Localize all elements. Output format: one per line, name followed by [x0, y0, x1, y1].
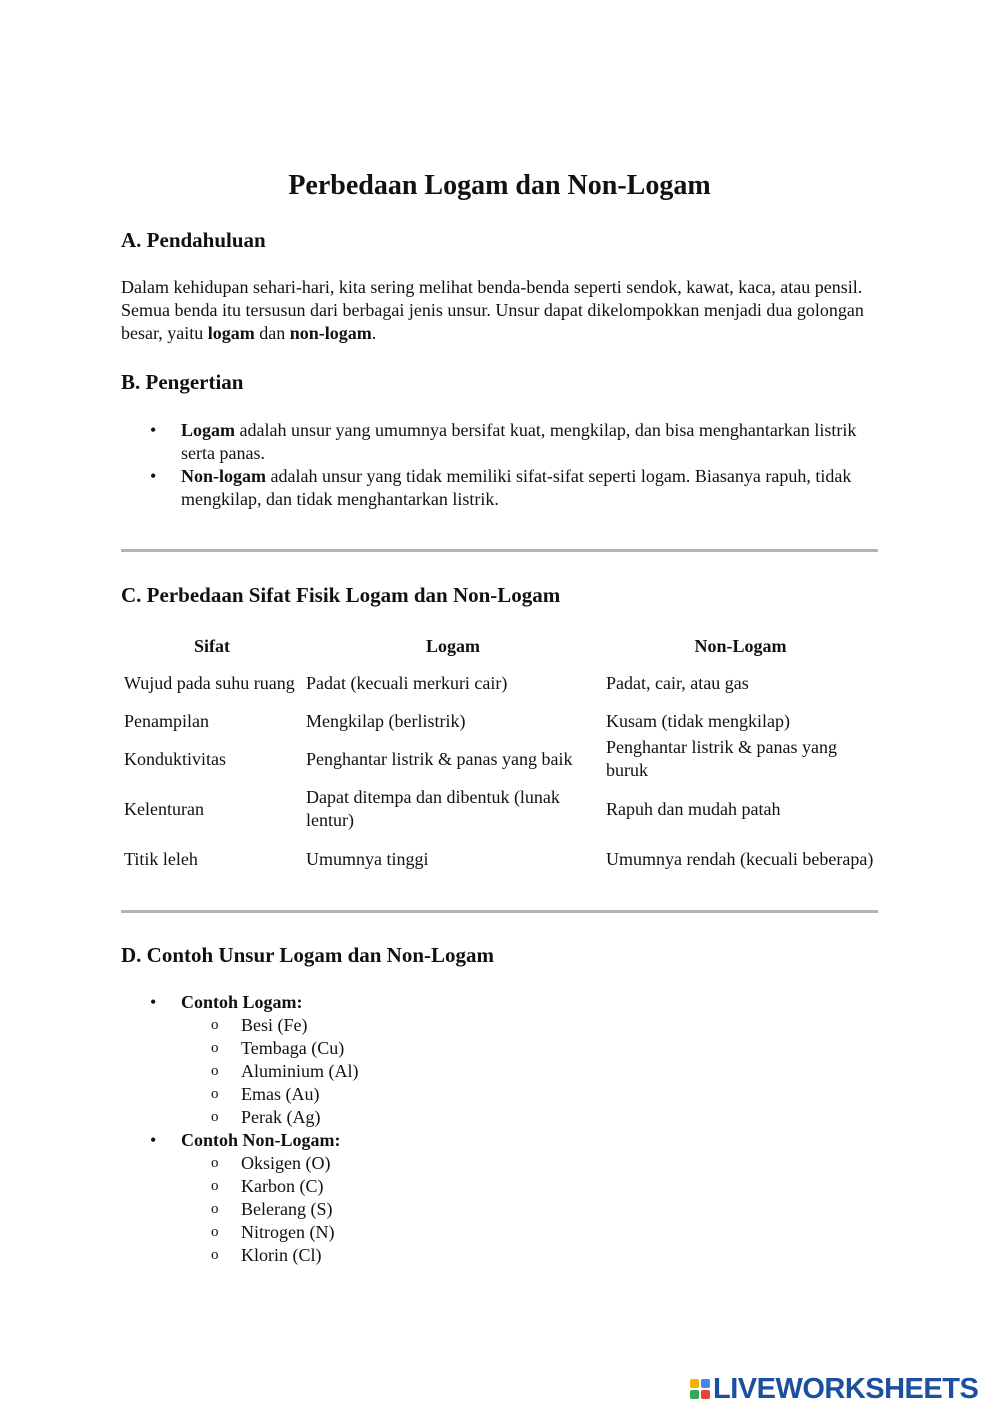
list-item: o Emas (Au)	[211, 1084, 320, 1104]
section-c-heading: C. Perbedaan Sifat Fisik Logam dan Non-Logam	[121, 583, 561, 607]
list-item: o Aluminium (Al)	[211, 1061, 359, 1081]
list-item: o Nitrogen (N)	[211, 1222, 335, 1242]
definition-text: adalah unsur yang umumnya bersifat kuat, mengkilap, dan bisa menghantarkan listrik serta panas.	[181, 420, 857, 463]
circle-bullet-icon: o	[211, 1155, 219, 1171]
table-row	[121, 708, 878, 734]
table-cell: Umumnya tinggi	[306, 849, 429, 869]
example-group-title: • Contoh Logam:	[150, 992, 303, 1012]
table-cell: Penghantar listrik & panas yang baik	[306, 748, 573, 769]
table-cell: Konduktivitas	[124, 748, 226, 769]
logo-square	[690, 1379, 699, 1388]
example-group-title: • Contoh Non-Logam:	[150, 1130, 341, 1150]
column-header: Non-Logam	[694, 636, 787, 656]
circle-bullet-icon: o	[211, 1201, 219, 1217]
circle-bullet-icon: o	[211, 1109, 219, 1125]
comparison-table	[121, 634, 878, 885]
table-cell: Kelenturan	[124, 798, 204, 819]
liveworksheets-logo[interactable]	[690, 1373, 978, 1405]
page-title: Perbedaan Logam dan Non-Logam	[288, 170, 711, 201]
bullet-icon: •	[150, 992, 157, 1012]
intro-bold-logam: logam	[207, 323, 255, 343]
table-row	[121, 834, 878, 885]
definition-text: adalah unsur yang tidak memiliki sifat-sifat seperti logam. Biasanya rapuh, tidak mengkilap, dan tidak menghantarkan listrik.	[181, 466, 852, 509]
definition-item	[121, 465, 878, 511]
list-item: o Tembaga (Cu)	[211, 1038, 345, 1058]
table-cell: Padat, cair, atau gas	[606, 673, 749, 693]
table-cell: Padat (kecuali merkuri cair)	[306, 673, 508, 693]
table-cell: Umumnya rendah (kecuali beberapa)	[606, 849, 874, 869]
circle-bullet-icon: o	[211, 1017, 219, 1033]
column-header: Logam	[426, 636, 480, 656]
circle-bullet-icon: o	[211, 1086, 219, 1102]
definition-term: Logam	[181, 420, 235, 440]
circle-bullet-icon: o	[211, 1063, 219, 1079]
intro-paragraph	[121, 276, 878, 345]
column-header: Sifat	[194, 636, 230, 656]
logo-square	[690, 1390, 699, 1399]
table-row	[121, 734, 878, 784]
definitions-list	[121, 419, 878, 511]
list-item: o Perak (Ag)	[211, 1107, 321, 1127]
list-item: o Belerang (S)	[211, 1199, 333, 1219]
section-b-heading: B. Pengertian	[121, 370, 244, 394]
table-row	[121, 784, 878, 834]
table-cell: Wujud pada suhu ruang	[124, 673, 295, 693]
bullet-icon: •	[150, 420, 157, 440]
list-item: o Besi (Fe)	[211, 1015, 308, 1035]
divider	[121, 549, 878, 552]
circle-bullet-icon: o	[211, 1040, 219, 1056]
list-item: o Klorin (Cl)	[211, 1245, 322, 1265]
section-d-heading: D. Contoh Unsur Logam dan Non-Logam	[121, 943, 495, 967]
circle-bullet-icon: o	[211, 1247, 219, 1263]
table-header-row	[121, 634, 878, 659]
intro-text-2: dan	[254, 323, 290, 343]
table-row	[121, 659, 878, 708]
table-cell: Mengkilap (berlistrik)	[306, 710, 466, 731]
table-cell: Titik leleh	[124, 849, 198, 869]
examples-list	[121, 991, 878, 1267]
divider	[121, 910, 878, 913]
table-cell: Kusam (tidak mengkilap)	[606, 710, 790, 731]
bullet-icon: •	[150, 466, 157, 486]
intro-text-3: .	[371, 323, 377, 343]
intro-text-1: Dalam kehidupan sehari-hari, kita sering melihat benda-benda seperti sendok, kawat, kaca, atau pensil. Semua benda itu tersusun dari berbagai jenis unsur. Unsur dapat dikelompokkan menjadi dua golongan besar, yaitu	[121, 277, 864, 343]
definition-term: Non-logam	[181, 466, 266, 486]
table-cell: Dapat ditempa dan dibentuk (lunak lentur)	[306, 787, 560, 830]
liveworksheets-logo-icon	[690, 1379, 710, 1399]
intro-bold-non-logam: non-logam	[289, 323, 372, 343]
circle-bullet-icon: o	[211, 1178, 219, 1194]
table-cell: Penghantar listrik & panas yang buruk	[606, 737, 837, 780]
table-cell: Penampilan	[124, 710, 209, 731]
circle-bullet-icon: o	[211, 1224, 219, 1240]
section-a-heading: A. Pendahuluan	[121, 228, 266, 252]
brand-text: LIVEWORKSHEETS	[713, 1372, 979, 1405]
list-item: o Karbon (C)	[211, 1176, 324, 1196]
logo-square	[701, 1390, 710, 1399]
table-cell: Rapuh dan mudah patah	[606, 798, 781, 819]
logo-square	[701, 1379, 710, 1388]
definition-item	[121, 419, 878, 465]
bullet-icon: •	[150, 1130, 157, 1150]
list-item: o Oksigen (O)	[211, 1153, 331, 1173]
